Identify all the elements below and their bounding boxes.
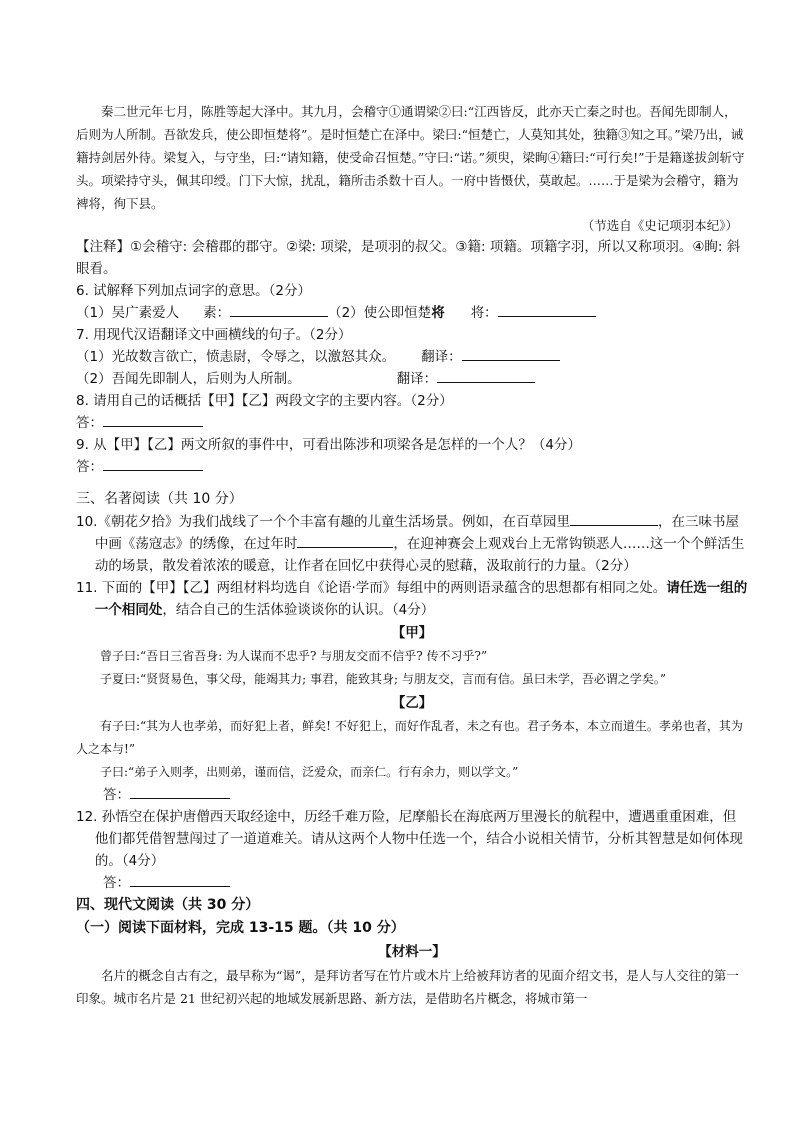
question-6-stem: 6. 试解释下列加点词字的意思。（2分） [76,283,312,299]
passage-source: （节选自《史记项羽本纪》） [581,218,738,233]
q6-item1: （1）吴广素爱人 [76,305,180,321]
question-6-items [76,302,748,324]
question-9-answer [76,456,748,478]
yi-quote-1: 有子曰:“其为人也孝弟，而好犯上者，鲜矣! 不好犯上，而好作乱者，未之有也。君子务本，本立而道生。孝弟也者，其为人之本与!” [76,719,743,756]
q7-answer2-blank[interactable] [437,369,535,383]
q10-blank1[interactable] [570,512,658,526]
q11-text-c: ，结合自己的生活体验谈谈你的认识。（4分） [162,602,435,618]
q7-answer1-blank[interactable] [462,347,560,361]
q10-text-c: ，在迎神赛会上观戏台上无常钩锁恶人……这一个个鲜活生动的场景，散发着浓浓的暖意，让作者在回忆中获得心灵的慰藉，汲取前行的力量。（2分） [94,536,745,574]
q11-answer-label: 答： [103,787,130,803]
yi-quote-2: 子曰:“弟子入则孝，出则弟，谨而信，泛爱众，而亲仁。行有余力，则以学文。” [100,765,519,779]
annotation-note: 【注释】①会稽守: 会稽郡的郡守。②梁: 项梁，是项羽的叔父。③籍: 项籍。项籍字羽，所以又称项羽。④眴: 斜眼看。 [76,239,741,277]
question-7-item1 [76,346,748,368]
group-yi-title: 【乙】 [391,695,433,711]
q6-item2-label: 将： [470,305,498,321]
q9-answer-label: 答： [76,459,103,475]
question-8-answer [76,412,748,434]
q8-answer-blank[interactable] [103,413,203,427]
q7-sentence2: （2）吾闻先即制人，后则为人所制。 [76,371,301,387]
q6-answer1-blank[interactable] [230,303,328,317]
q6-item2: （2）使公即恒楚 [328,305,432,321]
question-8-stem: 8. 请用自己的话概括【甲】【乙】两段文字的主要内容。（2分） [76,393,453,409]
question-12: 12. 孙悟空在保护唐僧西天取经途中，历经千难万险，尼摩船长在海底两万里漫长的航程中，遭遇重重困难，但他们都凭借智慧闯过了一道道难关。请从这两个人物中任选一个，结合小说相关情节，分析其智慧是如何体现的。（4分） [76,809,743,869]
q7-sentence1: （1）光故数言欲亡，愤恚尉，令辱之，以激怒其众。 [76,349,396,365]
q7-label1: 翻译： [421,349,462,365]
question-9-stem: 9. 从【甲】【乙】两文所叙的事件中，可看出陈涉和项梁各是怎样的一个人？（4分） [76,437,582,453]
group-jia-title: 【甲】 [391,625,433,641]
q9-answer-blank[interactable] [103,457,203,471]
question-10 [76,511,748,577]
jia-quote-1: 曾子曰:“吾日三省吾身: 为人谋而不忠乎? 与朋友交而不信乎? 传不习乎?” [100,649,488,663]
q8-answer-label: 答： [76,415,103,431]
q6-item1-label: 素： [203,305,231,321]
q11-answer-blank[interactable] [130,785,230,799]
classical-passage: 秦二世元年七月，陈胜等起大泽中。其九月，会稽守①通谓梁②曰:“江西皆反，此亦天亡秦之时也。吾闻先即制人，后则为人所制。吾欲发兵，使公即恒楚将”。是时恒楚亡在泽中。梁曰:“恒楚亡，人莫知其处，独籍③知之耳。”梁乃出，诫籍持剑居外待。梁复入，与守坐，曰:“请知籍，使受命召恒楚。”守曰:“诺。”须臾，梁眴④籍曰:“可行矣!”于是籍遂拔剑斩守头。项梁持守头，佩其印绶。门下大惊，扰乱，籍所击杀数十百人。一府中皆慑伏，莫敢起。……于是梁为会稽守，籍为裨将，徇下县。 [76,104,745,211]
section-4-heading: 四、现代文阅读（共 30 分） [76,897,260,913]
jia-quote-2: 子夏曰:“贤贤易色，事父母，能竭其力; 事君，能致其身; 与朋友交，言而有信。虽曰未学，吾必谓之学矣。” [100,672,667,686]
section-3-heading: 三、名著阅读（共 10 分） [76,491,243,507]
material-1-text: 名片的概念自古有之，最早称为“谒”，是拜访者写在竹片或木片上给被拜访者的见面介绍文书，是人与人交往的第一印象。城市名片是 21 世纪初兴起的地域发展新思路、新方法，是借助名片概念，将城市第一 [76,968,739,1006]
question-11 [76,577,748,621]
subsection-1-heading: （一）阅读下面材料，完成 13-15 题。（共 10 分） [76,920,405,936]
material-1-title: 【材料一】 [378,944,446,960]
q6-item2-dotted: 将 [431,305,445,321]
q10-text-a: 10.《朝花夕拾》为我们战线了一个个丰富有趣的儿童生活场景。例如，在百草园里 [76,514,570,530]
q10-blank2[interactable] [297,534,393,548]
q11-text-a: 11. 下面的【甲】【乙】两组材料均选自《论语·学而》每组中的两则语录蕴含的思想都有相同之处。 [76,580,667,596]
q11-emphasis: 请任选一组的一个相同处 [94,580,748,618]
q10-text-b: ，在三味书屋中画《荡寇志》的绣像，在过年时 [94,514,739,552]
q7-label2: 翻译： [396,371,438,387]
q12-answer-blank[interactable] [130,873,230,887]
question-12-answer [76,872,748,894]
question-7-item2 [76,368,748,390]
question-7-stem: 7. 用现代汉语翻译文中画横线的句子。（2分） [76,327,352,343]
q12-answer-label: 答： [103,875,130,891]
q6-answer2-blank[interactable] [498,303,596,317]
exam-page [76,100,748,1010]
question-11-answer [76,784,748,806]
